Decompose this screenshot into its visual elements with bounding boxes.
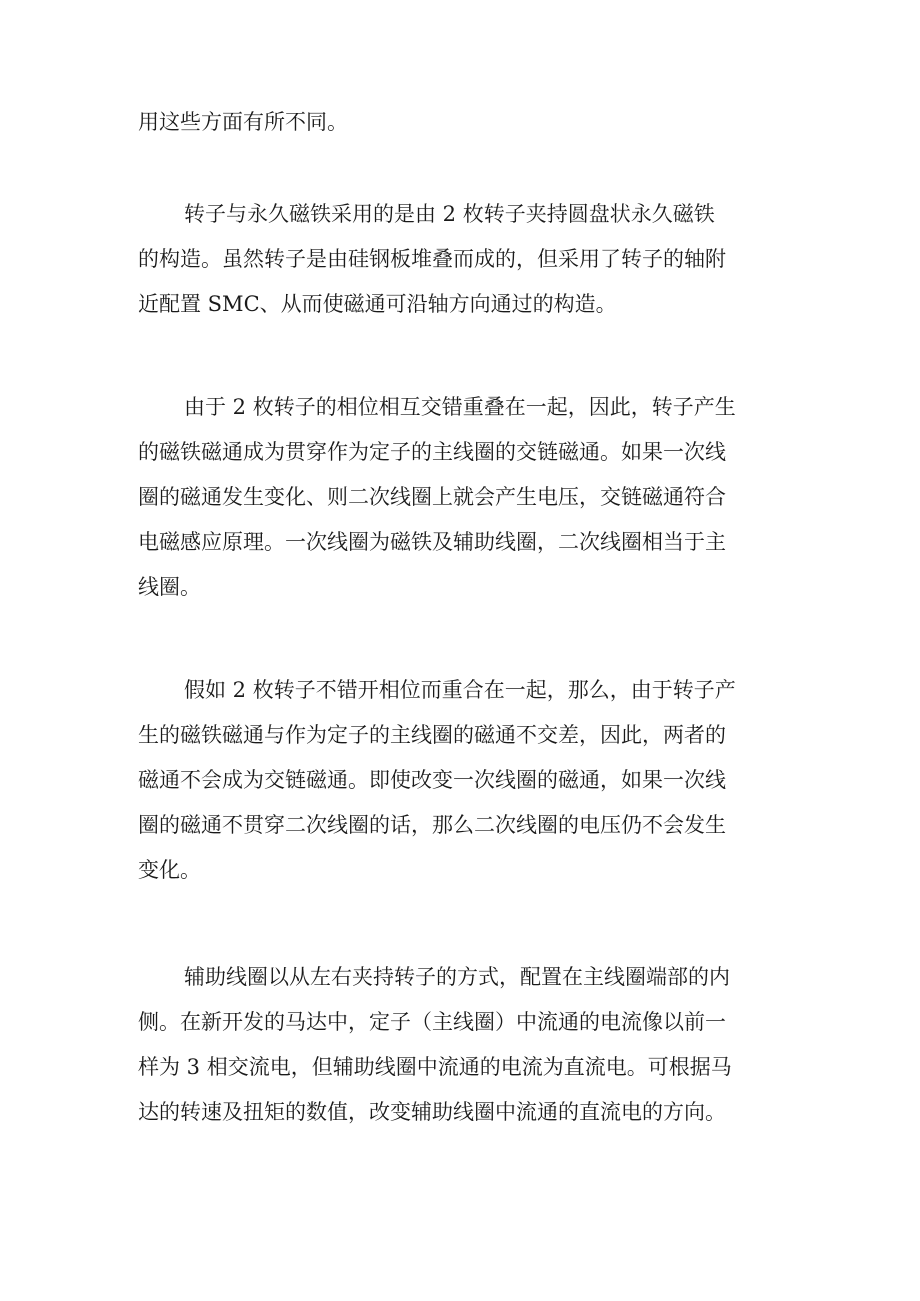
text-line: 辅助线圈以从左右夹持转子的方式，配置在主线圈端部的内	[184, 965, 730, 989]
paragraph-3	[138, 385, 788, 610]
text-line: 的构造。虽然转子是由硅钢板堆叠而成的，但采用了转子的轴附	[138, 247, 726, 271]
text-line: 假如 2 枚转子不错开相位而重合在一起，那么，由于转子产	[184, 678, 736, 702]
text-line: 圈的磁通发生变化、则二次线圈上就会产生电压，交链磁通符合	[138, 485, 726, 509]
text-line: 由于 2 枚转子的相位相互交错重叠在一起，因此，转子产生	[184, 395, 736, 419]
paragraph-2	[138, 192, 788, 327]
text-line: 变化。	[138, 858, 201, 882]
text-line: 近配置 SMC、从而使磁通可沿轴方向通过的构造。	[138, 292, 617, 316]
text-line: 样为 3 相交流电，但辅助线圈中流通的电流为直流电。可根据马	[138, 1055, 732, 1079]
text-line: 电磁感应原理。一次线圈为磁铁及辅助线圈，二次线圈相当于主	[138, 530, 726, 554]
text-line: 的磁铁磁通成为贯穿作为定子的主线圈的交链磁通。如果一次线	[138, 440, 726, 464]
text-line: 磁通不会成为交链磁通。即使改变一次线圈的磁通，如果一次线	[138, 768, 726, 792]
text-line: 用这些方面有所不同。	[138, 110, 348, 134]
text-line: 转子与永久磁铁采用的是由 2 枚转子夹持圆盘状永久磁铁	[184, 202, 715, 226]
text-line: 圈的磁通不贯穿二次线圈的话，那么二次线圈的电压仍不会发生	[138, 813, 726, 837]
paragraph-1	[138, 100, 788, 145]
paragraph-5	[138, 955, 788, 1135]
text-line: 线圈。	[138, 575, 201, 599]
text-line: 侧。在新开发的马达中，定子（主线圈）中流通的电流像以前一	[138, 1010, 726, 1034]
text-line: 达的转速及扭矩的数值，改变辅助线圈中流通的直流电的方向。	[138, 1100, 726, 1124]
paragraph-4	[138, 668, 788, 893]
text-line: 生的磁铁磁通与作为定子的主线圈的磁通不交差，因此，两者的	[138, 723, 726, 747]
